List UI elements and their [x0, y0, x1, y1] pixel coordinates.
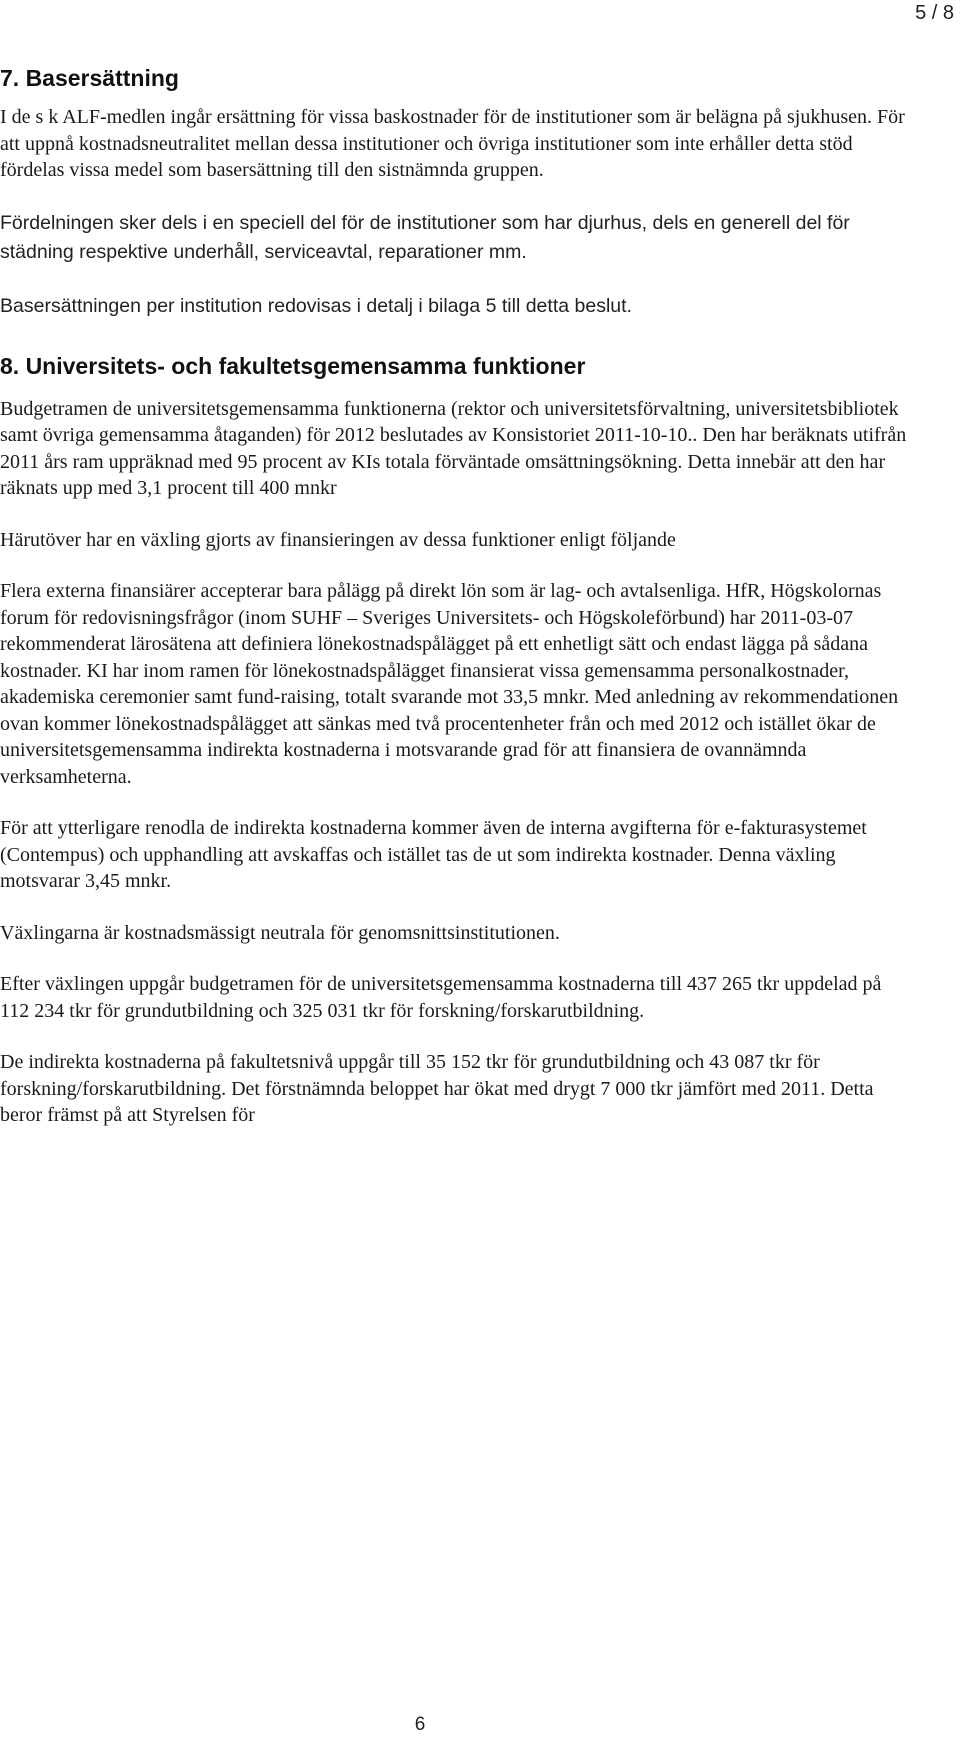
paragraph: I de s k ALF-medlen ingår ersättning för vissa baskostnader för de institutioner som är belägna på sjukhusen. För att uppnå kostnadsneutralitet mellan dessa institutioner och övriga institutioner som inte erhåller detta stöd fördelas vissa medel som basersättning till den sistnämnda gruppen. [0, 106, 905, 181]
paragraph: För att ytterligare renodla de indirekta kostnaderna kommer även de interna avgifterna för e-fakturasystemet (Contempus) och upphandling att avskaffas och istället tas de ut som indirekta kostnader. Denna växling motsvarar 3,45 mnkr. [0, 817, 867, 892]
paragraph: Efter växlingen uppgår budgetramen för de universitetsgemensamma kostnaderna till 437 265 tkr uppdelad på 112 234 tkr för grundutbildning och 325 031 tkr för forskning/forskarutbildning. [0, 973, 882, 1022]
paragraph: Budgetramen de universitetsgemensamma funktionerna (rektor och universitetsförvaltning, universitetsbibliotek samt övriga gemensamma åtaganden) för 2012 beslutades av Konsistoriet 2011-10-10.. Den har beräknats utifrån 2011 års ram uppräknad med 95 procent av KIs totala förväntade omsättningsökning. Detta innebär att den har räknats upp med 3,1 procent till 400 mnkr [0, 397, 907, 499]
paragraph: Fördelningen sker dels i en speciell del för de institutioner som har djurhus, dels en generell del för städning respektive underhåll, serviceavtal, reparationer mm. [0, 211, 850, 263]
paragraph: Flera externa finansiärer accepterar bara pålägg på direkt lön som är lag- och avtalsenliga. HfR, Högskolornas forum för redovisningsfrågor (inom SUHF – Sveriges Universitets- och Högskoleförbund) har 2011-03-07 rekommenderat lärosätena att definiera lönekostnadspålägget på ett enhetligt sätt och endast lägga på sådana kostnader. KI har inom ramen för lönekostnadspålägget finansierat vissa gemensamma personalkostnader, akademiska ceremonier samt fund-raising, totalt svarande mot 33,5 mnkr. Med anledning av rekommendationen ovan kommer lönekostnadspålägget att sänkas med två procentenheter från och med 2012 och istället ökar de universitetsgemensamma indirekta kostnaderna i motsvarande grad för att finansiera de ovannämnda verksamheterna. [0, 580, 899, 788]
footer-page-number: 6 [414, 1714, 426, 1735]
section-heading-gemensamma-funktioner: 8. Universitets- och fakultetsgemensamma funktioner [0, 352, 586, 379]
section-heading-basersattning: 7. Basersättning [0, 65, 179, 91]
paragraph: Basersättningen per institution redovisas i detalj i bilaga 5 till detta beslut. [0, 294, 632, 317]
page-indicator: 5 / 8 [915, 2, 954, 24]
paragraph: Härutöver har en växling gjorts av finansieringen av dessa funktioner enligt följande [0, 528, 676, 551]
paragraph: De indirekta kostnaderna på fakultetsnivå uppgår till 35 152 tkr för grundutbildning och 43 087 tkr för forskning/forskarutbildning. Det förstnämnda beloppet har ökat med drygt 7 000 tkr jämfört med 2011. Detta beror främst på att Styrelsen för [0, 1051, 874, 1126]
paragraph: Växlingarna är kostnadsmässigt neutrala för genomsnittsinstitutionen. [0, 921, 560, 944]
document-body [0, 58, 915, 1154]
